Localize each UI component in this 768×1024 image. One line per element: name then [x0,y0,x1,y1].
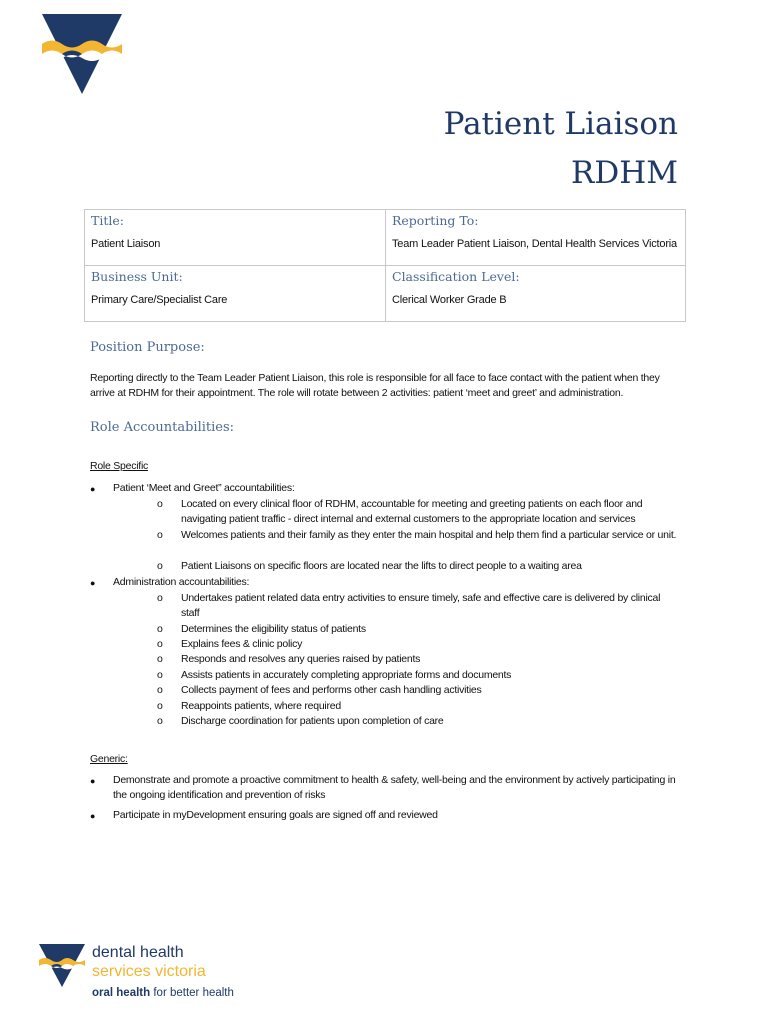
generic-label: Generic: [90,753,128,765]
position-purpose-text: Reporting directly to the Team Leader Patient Liaison, this role is responsible for all face to face contact with the patient when they arrive at RDHM for their appointment. The role will rotate between 2 activities: patient ‘meet and greet’ and administration. [90,372,660,399]
sub-bullet-icon: o [157,529,163,541]
list-item [157,699,677,714]
classification-cell [386,266,686,322]
meet-greet-label: Patient ‘Meet and Greet” accountabilities: [113,482,295,494]
bullet-icon: ● [90,811,96,821]
generic-item: Participate in myDevelopment ensuring goals are signed off and reviewed [113,809,438,821]
title-label: Title: [91,213,124,228]
business-unit-cell [85,266,386,322]
reporting-value: Team Leader Patient Liaison, Dental Health Services Victoria [392,238,677,250]
generic-item: Demonstrate and promote a proactive commitment to health & safety, well-being and the environment by actively participating in the ongoing identification and prevention of risks [113,774,676,801]
bullet-icon: ● [90,484,96,494]
document-title: Patient Liaison [443,106,678,142]
footer-tagline-rest: for better health [150,987,234,999]
sub-bullet-icon: o [157,700,163,712]
list-item [157,637,677,652]
list-item [157,591,677,621]
dhsv-logo-icon [40,14,124,96]
administration-item: Undertakes patient related data entry activities to ensure timely, safe and effective care is delivered by clinical staff [181,592,661,619]
role-accountabilities-heading: Role Accountabilities: [90,420,235,435]
sub-bullet-icon: o [157,592,163,604]
footer-tagline [92,988,234,1000]
bullet-icon: ● [90,776,96,786]
administration-item: Collects payment of fees and performs other cash handling activities [181,684,482,696]
sub-bullet-icon: o [157,669,163,681]
meet-greet-item: Welcomes patients and their family as they enter the main hospital and help them find a particular service or unit. [181,529,677,541]
title-value: Patient Liaison [91,238,161,250]
position-info-table [84,209,686,322]
list-item [90,575,680,591]
list-item [157,622,677,637]
list-item [157,714,677,729]
footer-org-name: dental health [92,944,184,961]
document-subtitle: RDHM [571,155,678,191]
administration-item: Responds and resolves any queries raised by patients [181,653,421,665]
administration-item: Explains fees & clinic policy [181,638,303,650]
classification-label: Classification Level: [392,269,520,284]
meet-greet-item: Patient Liaisons on specific floors are located near the lifts to direct people to a waiting area [181,560,582,572]
list-item [90,773,680,803]
sub-bullet-icon: o [157,715,163,727]
meet-greet-item: Located on every clinical floor of RDHM, accountable for meeting and greeting patients on each floor and navigating patient traffic - direct internal and external customers to the appropriate location and services [181,498,643,525]
list-item [157,528,677,543]
list-item [90,481,680,497]
sub-bullet-icon: o [157,623,163,635]
position-purpose-heading: Position Purpose: [90,340,205,355]
bullet-icon: ● [90,578,96,588]
sub-bullet-icon: o [157,653,163,665]
list-item [157,668,677,683]
administration-item: Reappoints patients, where required [181,700,341,712]
administration-label: Administration accountabilities: [113,576,250,588]
list-item [157,652,677,667]
classification-value: Clerical Worker Grade B [392,294,507,306]
footer-org-name-2: services victoria [92,963,206,980]
reporting-label: Reporting To: [392,213,479,228]
sub-bullet-icon: o [157,684,163,696]
role-specific-label: Role Specific [90,460,149,472]
business-unit-value: Primary Care/Specialist Care [91,294,228,306]
sub-bullet-icon: o [157,560,163,572]
list-item [157,497,677,527]
administration-item: Determines the eligibility status of patients [181,623,366,635]
sub-bullet-icon: o [157,638,163,650]
sub-bullet-icon: o [157,498,163,510]
list-item [157,559,677,574]
administration-item: Discharge coordination for patients upon completion of care [181,715,444,727]
reporting-cell [386,210,686,266]
dhsv-footer-logo-icon [38,944,86,988]
title-cell [85,210,386,266]
footer-tagline-bold: oral health [92,987,151,999]
business-unit-label: Business Unit: [91,269,183,284]
list-item [157,683,677,698]
list-item [90,808,680,824]
administration-item: Assists patients in accurately completing appropriate forms and documents [181,669,512,681]
